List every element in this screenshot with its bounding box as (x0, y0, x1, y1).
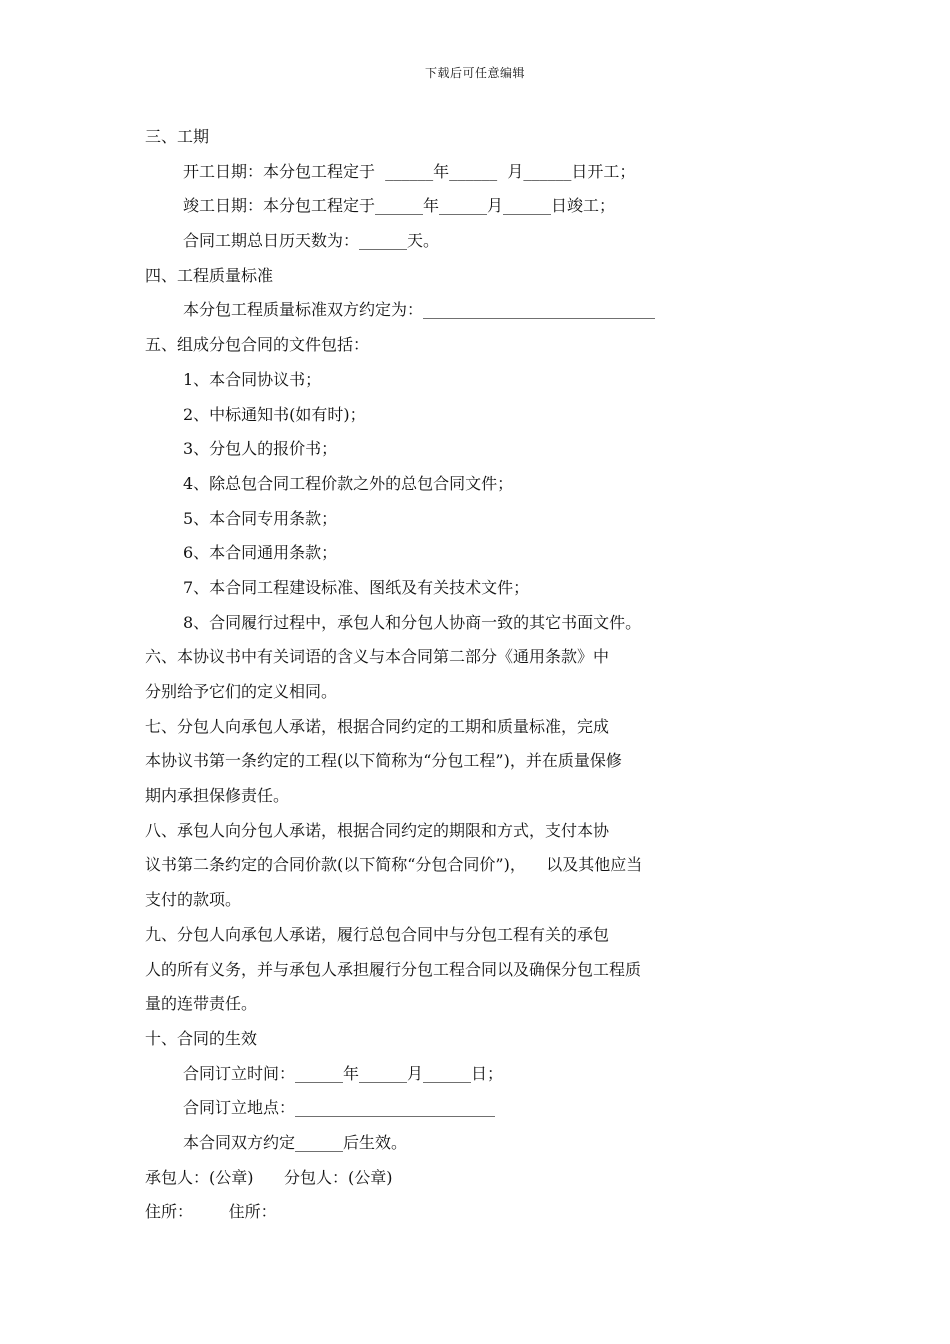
section-heading-effect: 十、合同的生效 (145, 1028, 258, 1048)
clause-nine-line: 人的所有义务，并与承包人承担履行分包工程合同以及确保分包工程质 (145, 959, 642, 979)
section-heading-documents: 五、组成分包合同的文件包括： (145, 335, 370, 355)
quality-standard-line: 本分包工程质量标准双方约定为：_____________________________ (183, 300, 656, 320)
clause-eight-line: 八、承包人向分包人承诺，根据合同约定的期限和方式，支付本协 (145, 820, 610, 840)
document-list-item: 1、本合同协议书； (183, 369, 322, 389)
effective-condition-line: 本合同双方约定______后生效。 (183, 1132, 408, 1152)
clause-eight-line: 议书第二条约定的合同价款(以下简称“分包合同价”)， 以及其他应当 (145, 855, 643, 875)
document-list-item: 6、本合同通用条款； (183, 543, 338, 563)
clause-nine-line: 量的连带责任。 (145, 994, 258, 1014)
document-body (145, 120, 785, 1230)
header-note: 下载后可任意编辑 (424, 66, 525, 80)
clause-seven-line: 本协议书第一条约定的工程(以下简称为“分包工程”)，并在质量保修 (145, 751, 622, 771)
clause-nine-line: 九、分包人向承包人承诺，履行总包合同中与分包工程有关的承包 (145, 924, 610, 944)
party-seal-line: 承包人：(公章) 分包人：(公章) (145, 1167, 393, 1187)
document-list-item: 4、除总包合同工程价款之外的总包合同文件； (183, 473, 514, 493)
document-list-item: 3、分包人的报价书； (183, 439, 338, 459)
document-list-item: 8、合同履行过程中，承包人和分包人协商一致的其它书面文件。 (183, 612, 642, 632)
document-list-item: 7、本合同工程建设标准、图纸及有关技术文件； (183, 577, 530, 597)
clause-seven-line: 七、分包人向承包人承诺，根据合同约定的工期和质量标准，完成 (145, 716, 610, 736)
signing-time-line: 合同订立时间：______年______月______日； (183, 1063, 504, 1083)
total-days-line: 合同工期总日历天数为：______天。 (183, 231, 440, 251)
document-list-item: 2、中标通知书(如有时)； (183, 404, 366, 424)
document-list-item: 5、本合同专用条款； (183, 508, 338, 528)
start-date-line: 开工日期：本分包工程定于 ______年______ 月______日开工； (183, 161, 636, 181)
party-address-line: 住所： 住所： (145, 1202, 277, 1222)
clause-six-line: 分别给予它们的定义相同。 (145, 682, 338, 701)
clause-six-line: 六、本协议书中有关词语的含义与本合同第二部分《通用条款》中 (145, 647, 610, 667)
section-heading-quality: 四、工程质量标准 (145, 265, 274, 285)
clause-seven-line: 期内承担保修责任。 (145, 786, 290, 806)
section-heading-schedule: 三、工期 (145, 127, 210, 146)
signing-place-line: 合同订立地点：_________________________ (183, 1098, 496, 1118)
clause-eight-line: 支付的款项。 (145, 890, 242, 910)
completion-date-line: 竣工日期：本分包工程定于______年______月______日竣工； (183, 196, 616, 216)
